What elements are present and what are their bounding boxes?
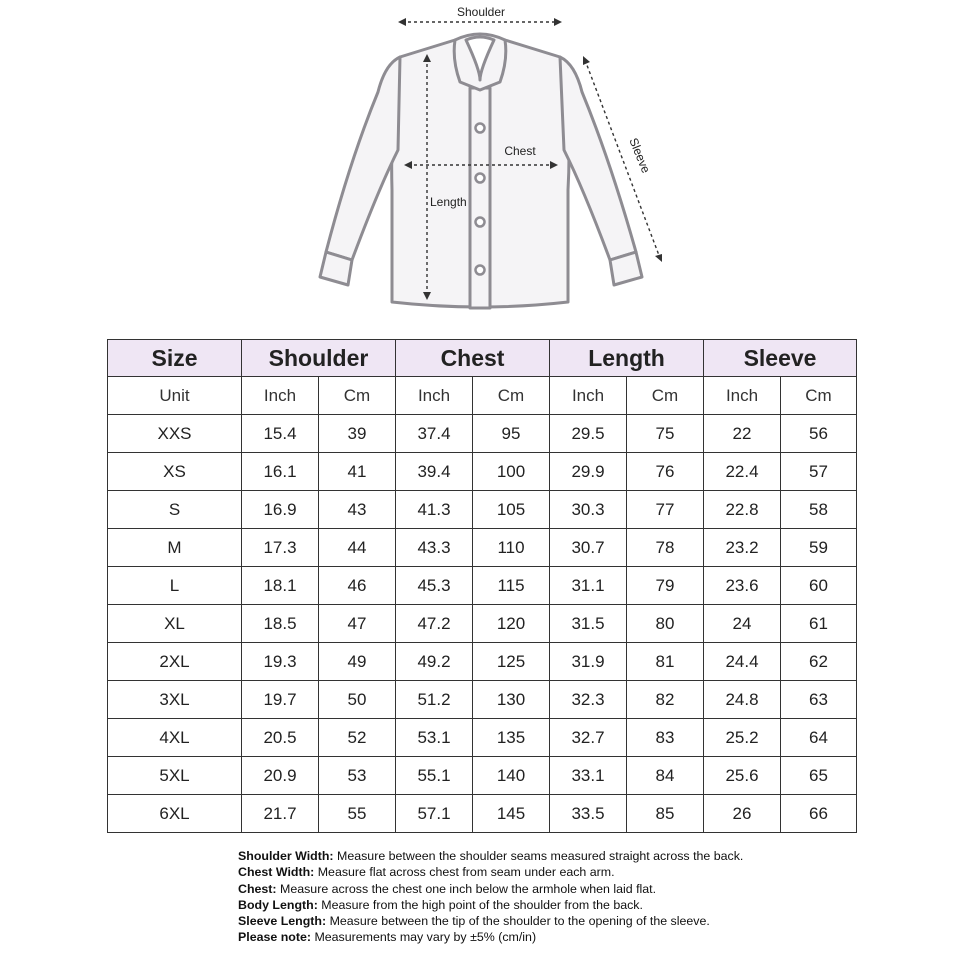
unit-label: Unit xyxy=(108,377,242,415)
note-line xyxy=(238,929,878,945)
measurement-cell: 83 xyxy=(627,719,704,757)
size-cell: M xyxy=(108,529,242,567)
measurement-cell: 46 xyxy=(319,567,396,605)
size-cell: 4XL xyxy=(108,719,242,757)
measurement-cell: 32.3 xyxy=(550,681,627,719)
measurement-cell: 135 xyxy=(473,719,550,757)
measurement-cell: 120 xyxy=(473,605,550,643)
measurement-cell: 66 xyxy=(781,795,857,833)
measurement-cell: 59 xyxy=(781,529,857,567)
measurement-cell: 60 xyxy=(781,567,857,605)
measurement-cell: 29.5 xyxy=(550,415,627,453)
measurement-cell: 130 xyxy=(473,681,550,719)
size-cell: XS xyxy=(108,453,242,491)
measurement-cell: 63 xyxy=(781,681,857,719)
table-row xyxy=(108,719,857,757)
header-length: Length xyxy=(550,340,704,377)
note-line xyxy=(238,864,878,880)
header-row xyxy=(108,340,857,377)
note-text: Measure between the tip of the shoulder to the opening of the sleeve. xyxy=(326,914,710,929)
measurement-cell: 45.3 xyxy=(396,567,473,605)
measurement-cell: 33.5 xyxy=(550,795,627,833)
measurement-cell: 85 xyxy=(627,795,704,833)
table-row xyxy=(108,643,857,681)
unit-cell: Inch xyxy=(396,377,473,415)
note-term: Chest: xyxy=(238,881,277,896)
measurement-cell: 21.7 xyxy=(242,795,319,833)
measurement-cell: 52 xyxy=(319,719,396,757)
note-term: Please note: xyxy=(238,930,311,945)
unit-cell: Cm xyxy=(473,377,550,415)
size-cell: 6XL xyxy=(108,795,242,833)
note-line xyxy=(238,897,878,913)
measurement-cell: 82 xyxy=(627,681,704,719)
measurement-cell: 55.1 xyxy=(396,757,473,795)
table-row xyxy=(108,567,857,605)
measurement-cell: 43 xyxy=(319,491,396,529)
measurement-cell: 16.1 xyxy=(242,453,319,491)
measurement-cell: 47.2 xyxy=(396,605,473,643)
note-text: Measure across the chest one inch below the armhole when laid flat. xyxy=(276,881,657,896)
measurement-cell: 53 xyxy=(319,757,396,795)
header-sleeve: Sleeve xyxy=(704,340,857,377)
label-shoulder: Shoulder xyxy=(456,5,506,19)
measurement-cell: 17.3 xyxy=(242,529,319,567)
label-length: Length xyxy=(430,195,467,209)
measurement-cell: 55 xyxy=(319,795,396,833)
measurement-cell: 22.4 xyxy=(704,453,781,491)
measurement-cell: 33.1 xyxy=(550,757,627,795)
unit-cell: Cm xyxy=(319,377,396,415)
measurement-cell: 18.5 xyxy=(242,605,319,643)
table-row xyxy=(108,681,857,719)
measurement-cell: 41 xyxy=(319,453,396,491)
measurement-cell: 20.5 xyxy=(242,719,319,757)
header-chest: Chest xyxy=(396,340,550,377)
measurement-cell: 41.3 xyxy=(396,491,473,529)
measurement-cell: 57.1 xyxy=(396,795,473,833)
measurement-cell: 26 xyxy=(704,795,781,833)
measurement-cell: 19.7 xyxy=(242,681,319,719)
note-line xyxy=(238,913,878,929)
measurement-cell: 19.3 xyxy=(242,643,319,681)
measurement-cell: 76 xyxy=(627,453,704,491)
measurement-cell: 37.4 xyxy=(396,415,473,453)
measurement-cell: 62 xyxy=(781,643,857,681)
table-row xyxy=(108,453,857,491)
note-text: Measure flat across chest from seam under each arm. xyxy=(314,865,615,880)
size-cell: XL xyxy=(108,605,242,643)
unit-cell: Inch xyxy=(550,377,627,415)
measurement-cell: 15.4 xyxy=(242,415,319,453)
note-term: Body Length: xyxy=(238,897,318,912)
size-chart-table xyxy=(107,339,857,833)
measurement-cell: 105 xyxy=(473,491,550,529)
measurement-cell: 140 xyxy=(473,757,550,795)
measurement-cell: 115 xyxy=(473,567,550,605)
unit-cell: Cm xyxy=(781,377,857,415)
measurement-cell: 23.6 xyxy=(704,567,781,605)
size-cell: XXS xyxy=(108,415,242,453)
measurement-cell: 61 xyxy=(781,605,857,643)
measurement-cell: 81 xyxy=(627,643,704,681)
measurement-cell: 31.1 xyxy=(550,567,627,605)
label-chest: Chest xyxy=(504,144,536,158)
measurement-cell: 30.7 xyxy=(550,529,627,567)
size-cell: S xyxy=(108,491,242,529)
table-row xyxy=(108,415,857,453)
table-row xyxy=(108,529,857,567)
measurement-cell: 16.9 xyxy=(242,491,319,529)
measurement-cell: 84 xyxy=(627,757,704,795)
measurement-cell: 79 xyxy=(627,567,704,605)
measurement-cell: 44 xyxy=(319,529,396,567)
header-shoulder: Shoulder xyxy=(242,340,396,377)
measurement-cell: 43.3 xyxy=(396,529,473,567)
note-line xyxy=(238,848,878,864)
note-term: Sleeve Length: xyxy=(238,914,327,929)
size-cell: 3XL xyxy=(108,681,242,719)
measurement-cell: 24.4 xyxy=(704,643,781,681)
measurement-cell: 65 xyxy=(781,757,857,795)
measurement-cell: 39 xyxy=(319,415,396,453)
measurement-cell: 30.3 xyxy=(550,491,627,529)
note-text: Measure from the high point of the shoulder from the back. xyxy=(317,897,643,912)
measurement-cell: 53.1 xyxy=(396,719,473,757)
measurement-cell: 47 xyxy=(319,605,396,643)
measurement-cell: 25.6 xyxy=(704,757,781,795)
header-size: Size xyxy=(108,340,242,377)
measurement-cell: 31.9 xyxy=(550,643,627,681)
measurement-cell: 23.2 xyxy=(704,529,781,567)
table-row xyxy=(108,605,857,643)
size-cell: 5XL xyxy=(108,757,242,795)
measurement-cell: 29.9 xyxy=(550,453,627,491)
shirt-diagram xyxy=(300,0,680,320)
measurement-cell: 50 xyxy=(319,681,396,719)
measurement-cell: 100 xyxy=(473,453,550,491)
unit-cell: Inch xyxy=(242,377,319,415)
measurement-cell: 58 xyxy=(781,491,857,529)
note-term: Shoulder Width: xyxy=(238,849,334,863)
measurement-cell: 51.2 xyxy=(396,681,473,719)
measurement-cell: 20.9 xyxy=(242,757,319,795)
note-term: Chest Width: xyxy=(238,865,315,880)
measurement-cell: 39.4 xyxy=(396,453,473,491)
size-cell: 2XL xyxy=(108,643,242,681)
unit-cell: Cm xyxy=(627,377,704,415)
measurement-cell: 49 xyxy=(319,643,396,681)
size-cell: L xyxy=(108,567,242,605)
measurement-cell: 125 xyxy=(473,643,550,681)
measurement-cell: 49.2 xyxy=(396,643,473,681)
table-row xyxy=(108,491,857,529)
measurement-cell: 24 xyxy=(704,605,781,643)
unit-cell: Inch xyxy=(704,377,781,415)
measurement-cell: 145 xyxy=(473,795,550,833)
measurement-cell: 75 xyxy=(627,415,704,453)
measurement-notes xyxy=(238,848,878,946)
measurement-cell: 32.7 xyxy=(550,719,627,757)
measurement-cell: 18.1 xyxy=(242,567,319,605)
units-row xyxy=(108,377,857,415)
measurement-cell: 77 xyxy=(627,491,704,529)
table-row xyxy=(108,757,857,795)
measurement-cell: 78 xyxy=(627,529,704,567)
note-text: Measurements may vary by ±5% (cm/in) xyxy=(311,930,537,945)
measurement-cell: 31.5 xyxy=(550,605,627,643)
table-row xyxy=(108,795,857,833)
measurement-cell: 80 xyxy=(627,605,704,643)
size-rows xyxy=(108,415,857,833)
note-line xyxy=(238,881,878,897)
measurement-cell: 22.8 xyxy=(704,491,781,529)
measurement-cell: 22 xyxy=(704,415,781,453)
measurement-cell: 24.8 xyxy=(704,681,781,719)
measurement-cell: 110 xyxy=(473,529,550,567)
measurement-cell: 25.2 xyxy=(704,719,781,757)
measurement-cell: 95 xyxy=(473,415,550,453)
note-text: Measure between the shoulder seams measured straight across the back. xyxy=(333,849,744,863)
label-sleeve: Sleeve xyxy=(626,135,654,176)
measurement-cell: 64 xyxy=(781,719,857,757)
measurement-cell: 56 xyxy=(781,415,857,453)
measurement-cell: 57 xyxy=(781,453,857,491)
